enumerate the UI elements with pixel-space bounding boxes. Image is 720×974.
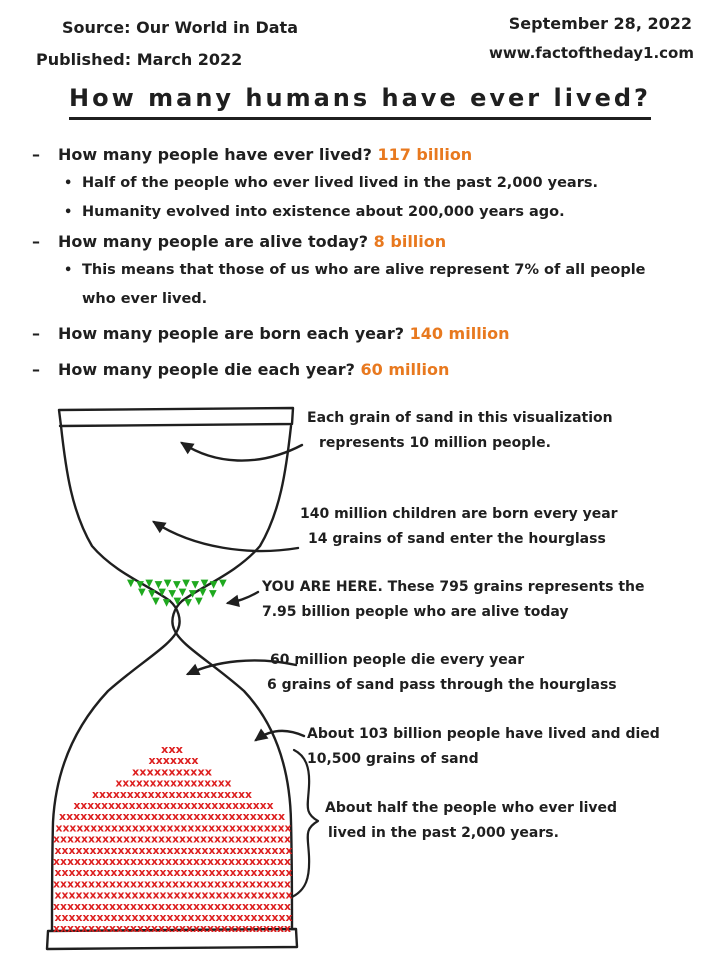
svg-text:xxxxxxxxxxxxxxxxxxxxxxxxxxxxxx: xxxxxxxxxxxxxxxxxxxxxxxxxxxxxxxxxx — [54, 911, 293, 924]
svg-text:▼: ▼ — [182, 578, 190, 589]
subfact-text: Humanity evolved into existence about 200,000 years ago. — [82, 204, 565, 220]
dot-bullet: • — [64, 176, 73, 191]
svg-text:▼: ▼ — [158, 587, 167, 598]
svg-text:▼: ▼ — [154, 579, 163, 591]
annotation-deaths — [267, 648, 617, 698]
svg-text:▼: ▼ — [188, 588, 197, 600]
svg-text:▼: ▼ — [163, 578, 172, 589]
annotation-lived-and-died — [307, 722, 660, 772]
svg-text:xxxxxxxxxxxxxxxxxxxxxxxxxxxxxx: xxxxxxxxxxxxxxxxxxxxxxxxxxxxxxxxxx — [53, 832, 291, 846]
arrow-you-are-here — [228, 592, 258, 603]
svg-text:xxx: xxx — [161, 743, 183, 756]
svg-text:▼: ▼ — [173, 579, 181, 591]
dash-bullet: – — [32, 232, 40, 251]
svg-text:xxxxxxxxxxxxxxxxxxxxxxxxxxxxxx: xxxxxxxxxxxxxxxxxxxxxxxxxxxxxxxxxx — [54, 843, 293, 857]
subfact-past-2000 — [30, 169, 675, 198]
dash-bullet: – — [32, 360, 40, 379]
svg-text:▼: ▼ — [162, 597, 171, 609]
brace-past-2000-years — [292, 750, 318, 897]
source-label: Source: Our World in Data — [62, 18, 298, 37]
svg-text:xxxxxxx: xxxxxxx — [148, 754, 199, 768]
svg-text:▼: ▼ — [136, 579, 144, 591]
svg-text:▼: ▼ — [168, 588, 177, 600]
svg-text:▼: ▼ — [145, 578, 154, 589]
dead-sand-grains — [53, 743, 293, 935]
fact-list — [30, 140, 675, 384]
svg-text:xxxxxxxxxxxxxxxxxxxxxxxxxxxxxx: xxxxxxxxxxxxxxxxxxxxxxxxxxxxxxxx — [59, 810, 285, 824]
annotation-line: 6 grains of sand pass through the hourglass — [267, 677, 617, 693]
svg-text:▼: ▼ — [209, 588, 217, 600]
published-label: Published: March 2022 — [36, 50, 243, 69]
svg-text:xxxxxxxxxxxxxxxxxxxxxxxxxxxxxx: xxxxxxxxxxxxxxxxxxxxxxxxxxxxxxxxxx — [53, 899, 291, 913]
svg-text:xxxxxxxxxxxxxxxxxxxxxxxxxxxxxx: xxxxxxxxxxxxxxxxxxxxxxxxxxxxxxxxxx — [53, 855, 291, 868]
svg-text:▼: ▼ — [209, 579, 218, 591]
fact-die-each-year — [30, 355, 675, 384]
annotation-line: 60 million people die every year — [270, 652, 525, 668]
fact-answer: 117 billion — [377, 145, 473, 164]
annotation-line: YOU ARE HERE. These 795 grains represents the — [262, 579, 645, 595]
page-title-text: How many humans have ever lived? — [69, 84, 651, 120]
svg-text:xxxxxxxxxxxxxxxxxxxxxxxxxxxxxx: xxxxxxxxxxxxxxxxxxxxxxxxxxxxxxxxxx — [53, 922, 291, 936]
svg-text:▼: ▼ — [148, 588, 156, 600]
fact-ever-lived — [30, 140, 675, 169]
annotation-line: 14 grains of sand enter the hourglass — [308, 531, 606, 547]
dash-bullet: – — [32, 145, 40, 164]
svg-text:▼: ▼ — [184, 597, 193, 609]
date-label: September 28, 2022 — [508, 14, 692, 33]
svg-text:xxxxxxxxxxxxxxxxxxxxxxxxxxxxxx: xxxxxxxxxxxxxxxxxxxxxxxxxxxxxxxxxx — [53, 877, 291, 891]
svg-text:▼: ▼ — [127, 578, 135, 589]
fact-answer: 60 million — [360, 360, 450, 379]
svg-text:xxxxxxxxxxxxxxxxxxxxxxxxxxxxxx: xxxxxxxxxxxxxxxxxxxxxxxxxxxxxxxxxx — [54, 866, 293, 880]
dash-bullet: – — [32, 324, 40, 343]
annotation-line: About 103 billion people have lived and died — [307, 726, 660, 742]
subfact-seven-percent — [30, 256, 675, 314]
svg-text:▼: ▼ — [198, 587, 207, 598]
fact-answer: 140 million — [409, 324, 510, 343]
fact-answer: 8 billion — [373, 232, 447, 251]
svg-text:xxxxxxxxxxx: xxxxxxxxxxx — [132, 765, 212, 779]
arrow-died — [256, 731, 304, 740]
subfact-text: This means that those of us who are alive represent 7% of all people who ever lived. — [82, 262, 646, 307]
annotation-line: 10,500 grains of sand — [307, 751, 479, 767]
fact-alive-today — [30, 227, 675, 256]
alive-sand-grains — [127, 578, 227, 609]
svg-text:▼: ▼ — [178, 587, 187, 598]
svg-text:xxxxxxxxxxxxxxxxx: xxxxxxxxxxxxxxxxx — [115, 776, 232, 790]
svg-text:▼: ▼ — [195, 596, 203, 607]
svg-text:▼: ▼ — [200, 578, 209, 589]
subfact-evolved — [30, 198, 675, 227]
annotation-line: lived in the past 2,000 years. — [328, 825, 559, 841]
annotation-line: 140 million children are born every year — [300, 506, 618, 522]
svg-text:▼: ▼ — [138, 587, 146, 598]
svg-text:xxxxxxxxxxxxxxxxxxxxxxxxxxxxx: xxxxxxxxxxxxxxxxxxxxxxxxxxxxx — [73, 799, 274, 812]
svg-text:▼: ▼ — [173, 596, 182, 607]
annotation-line: 7.95 billion people who are alive today — [262, 604, 569, 620]
hourglass-top-rim — [59, 408, 293, 426]
annotation-grain-scale — [307, 406, 613, 456]
svg-text:xxxxxxxxxxxxxxxxxxxxxxx: xxxxxxxxxxxxxxxxxxxxxxx — [92, 787, 252, 801]
svg-text:▼: ▼ — [191, 579, 200, 591]
fact-question: How many people are born each year? — [58, 324, 404, 343]
annotation-you-are-here — [262, 575, 644, 625]
annotation-births — [300, 502, 618, 552]
fact-question: How many people die each year? — [58, 360, 355, 379]
subfact-text: Half of the people who ever lived lived in the past 2,000 years. — [82, 175, 598, 191]
fact-question: How many people have ever lived? — [58, 145, 372, 164]
svg-text:xxxxxxxxxxxxxxxxxxxxxxxxxxxxxx: xxxxxxxxxxxxxxxxxxxxxxxxxxxxxxxxxx — [55, 821, 292, 835]
annotation-line: represents 10 million people. — [319, 435, 551, 451]
arrow-grain-scale — [182, 443, 302, 461]
annotation-line: Each grain of sand in this visualization — [307, 410, 613, 426]
dot-bullet: • — [64, 263, 73, 278]
page-title — [0, 84, 720, 112]
dot-bullet: • — [64, 205, 73, 220]
svg-text:▼: ▼ — [152, 596, 160, 607]
annotation-line: About half the people who ever lived — [325, 800, 618, 816]
svg-text:▼: ▼ — [219, 578, 227, 589]
arrow-births — [154, 522, 298, 551]
fact-question: How many people are alive today? — [58, 232, 369, 251]
website-label: www.factoftheday1.com — [488, 44, 694, 62]
annotation-half-past-2000 — [325, 796, 617, 846]
svg-text:xxxxxxxxxxxxxxxxxxxxxxxxxxxxxx: xxxxxxxxxxxxxxxxxxxxxxxxxxxxxxxxxx — [54, 888, 293, 902]
fact-born-each-year — [30, 319, 675, 348]
